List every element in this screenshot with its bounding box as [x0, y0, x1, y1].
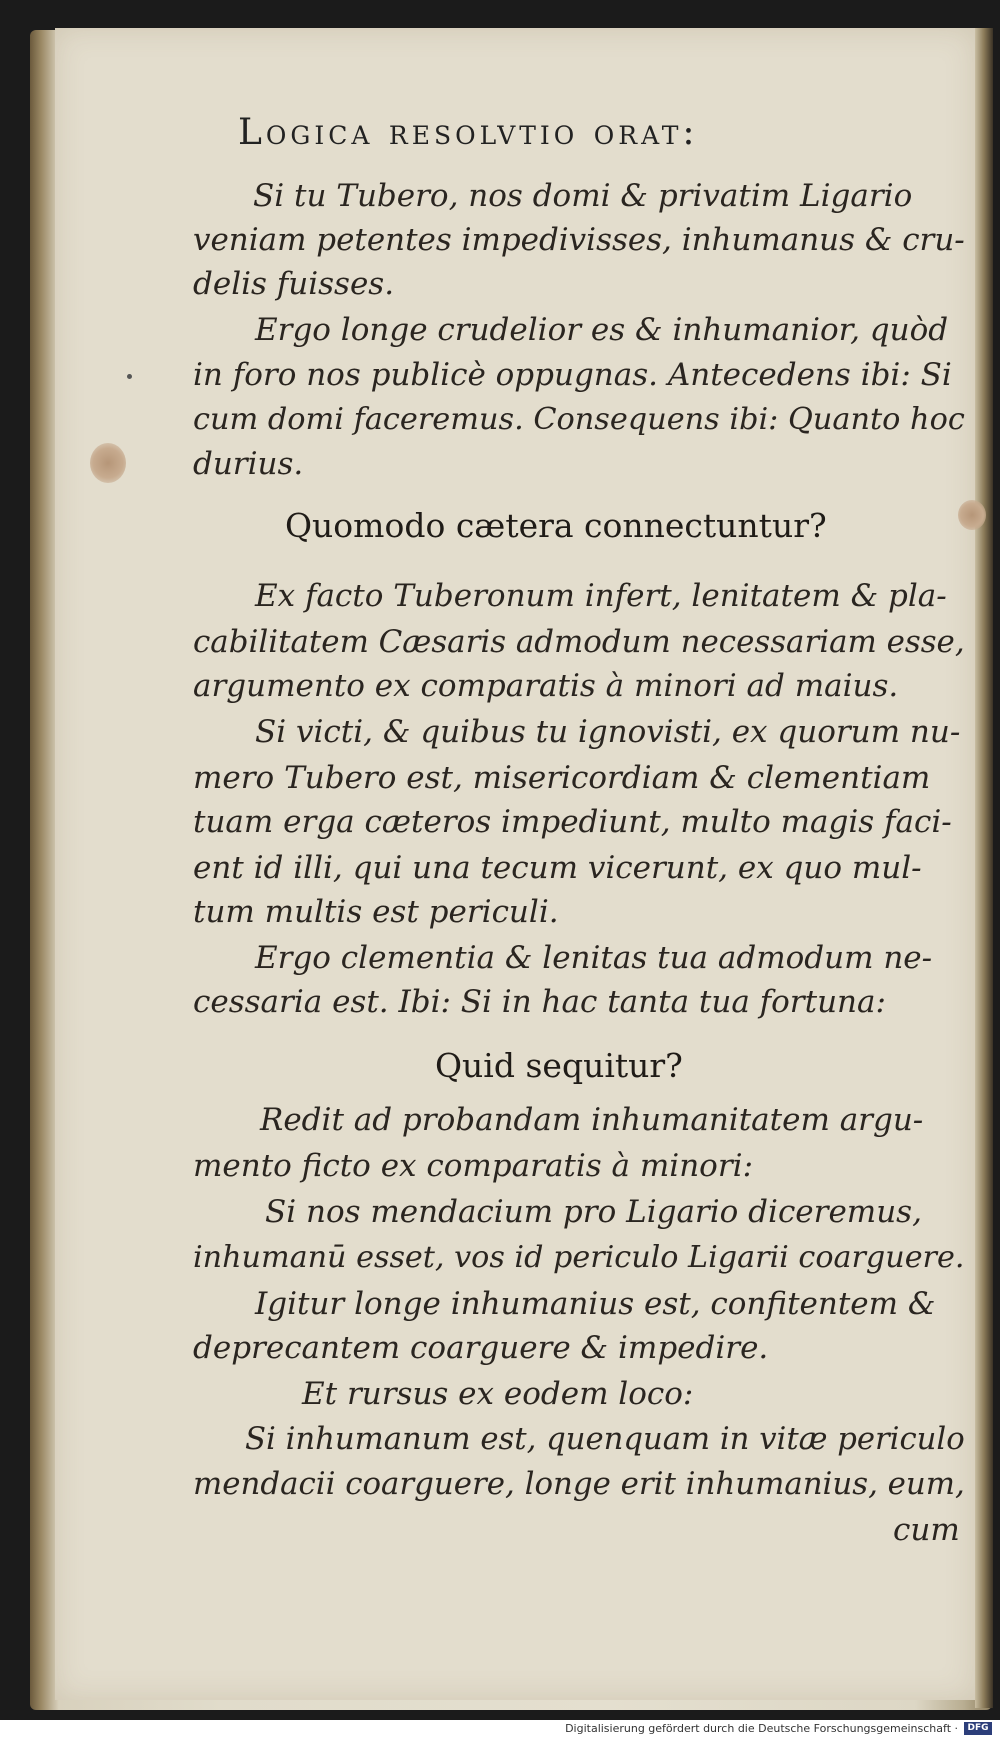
- text-line: argumento ex comparatis à minori ad maius.: [193, 668, 899, 704]
- text-line: durius.: [193, 446, 304, 482]
- text-line: Redit ad probandam inhumanitatem argu-: [260, 1102, 924, 1138]
- text-line: tuam erga cæteros impediunt, multo magis faci-: [193, 804, 952, 840]
- text-line: Si nos mendacium pro Ligario diceremus,: [265, 1194, 922, 1230]
- text-line: Si victi, & quibus tu ignovisti, ex quorum nu-: [255, 714, 961, 750]
- text-line: mento ficto ex comparatis à minori:: [193, 1148, 754, 1184]
- page-heading: Logica resolvtio orat:: [238, 112, 699, 153]
- text-line: Ex facto Tuberonum infert, lenitatem & pla-: [255, 578, 947, 614]
- section-subheading: Quid sequitur?: [435, 1046, 683, 1085]
- foxing-stain: [90, 443, 126, 483]
- text-line: Ergo longe crudelior es & inhumanior, quòd: [255, 312, 949, 348]
- foxing-stain: [958, 500, 986, 530]
- text-line: delis fuisses.: [193, 266, 395, 302]
- text-line: in foro nos publicè oppugnas. Antecedens ibi: Si: [193, 357, 952, 393]
- text-line: cum domi faceremus. Consequens ibi: Quanto hoc: [193, 402, 965, 437]
- text-line: mendacii coarguere, longe erit inhumanius, eum,: [193, 1466, 965, 1502]
- dfg-logo: DFG: [964, 1722, 992, 1735]
- page-edge-shadow: [975, 28, 993, 1708]
- catchword: cum: [893, 1512, 960, 1548]
- text-line: veniam petentes impedivisses, inhumanus & cru-: [193, 222, 965, 258]
- text-line: Si tu Tubero, nos domi & privatim Ligario: [253, 178, 913, 214]
- funding-credit: Digitalisierung gefördert durch die Deutsche Forschungsgemeinschaft ·: [565, 1722, 958, 1735]
- text-line: cessaria est. Ibi: Si in hac tanta tua fortuna:: [193, 984, 886, 1020]
- text-line: Si inhumanum est, quenquam in vitæ periculo: [245, 1422, 965, 1457]
- section-subheading: Quomodo cætera connectuntur?: [285, 506, 827, 545]
- text-line: inhumanū esset, vos id periculo Ligarii coarguere.: [193, 1240, 965, 1275]
- text-line: tum multis est periculi.: [193, 894, 559, 930]
- text-line: ent id illi, qui una tecum vicerunt, ex quo mul-: [193, 850, 922, 886]
- text-line: deprecantem coarguere & impedire.: [193, 1330, 769, 1366]
- text-line: Et rursus ex eodem loco:: [302, 1376, 694, 1412]
- ink-speck: [127, 374, 132, 379]
- text-line: mero Tubero est, misericordiam & clementiam: [193, 760, 931, 796]
- text-line: Ergo clementia & lenitas tua admodum ne-: [255, 940, 933, 976]
- text-line: cabilitatem Cæsaris admodum necessariam esse,: [193, 624, 965, 660]
- text-line: Igitur longe inhumanius est, confitentem &: [255, 1286, 936, 1322]
